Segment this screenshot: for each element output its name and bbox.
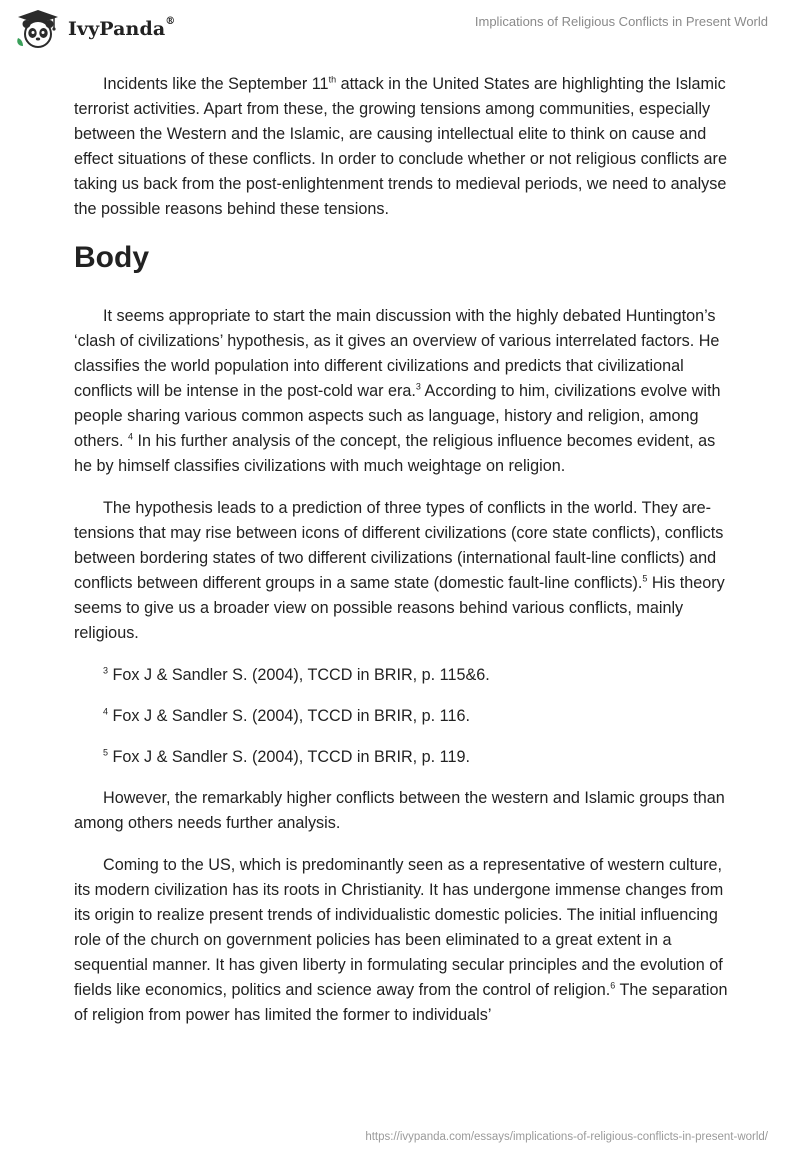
paragraph-huntington: It seems appropriate to start the main discussion with the highly debated Huntington’s ‘clash of civilizations’ hypothesis, as it gives an overview of various interrelated factors. He classifies the world population into different civilizations and predicts that civilizational conflicts will be intense in the post-cold war era.$^3$ According to him, civilizations evolve with people sharing various common aspects such as language, history and religion, among others. $^4$ In his further analysis of the concept, the religious influence becomes evident, as he by himself classifies civilizations with much weightage on religion. <box>74 307 721 475</box>
footnote-ref-4: 4 <box>128 431 134 442</box>
page-header <box>0 0 800 66</box>
paragraph-intro: Incidents like the September 11th attack in the United States are highlighting the Islamic terrorist activities. Apart from these, the growing tensions among communities, especially between the Western and the Islamic, are causing intellectual elite to think on cause and effect situations of these conflicts. In order to conclude whether or not religious conflicts are taking us back from the post-enlightenment trends to medieval periods, we need to analyse the possible reasons behind these tensions. <box>74 74 727 218</box>
superscript: th <box>328 74 337 85</box>
section-heading-body: Body <box>74 241 149 274</box>
footnote-ref-6: 6 <box>610 980 616 991</box>
footnote-ref-5: 5 <box>642 573 648 584</box>
footnote-4: $^4$ Fox J & Sandler S. (2004), TCCD in BRIR, p. 116. <box>103 706 470 725</box>
ivypanda-logo[interactable] <box>14 8 175 50</box>
document-title: Implications of Religious Conflicts in Present World <box>474 14 768 29</box>
paragraph-hypothesis: The hypothesis leads to a prediction of three types of conflicts in the world. They are- tensions that may rise between icons of different civilizations (core state conflicts), conflicts between bordering states of two different civilizations (international fault-line conflicts) and conflicts between different groups in a same state (domestic fault-line conflicts).$^5$ His theory seems to give us a broader view on possible reasons behind various conflicts, mainly religious. <box>74 499 725 642</box>
paragraph-however: However, the remarkably higher conflicts between the western and Islamic groups than among others needs further analysis. <box>74 789 725 832</box>
source-url[interactable]: https://ivypanda.com/essays/implications-of-religious-conflicts-in-present-world/ <box>365 1131 768 1143</box>
logo-wordmark: IvyPanda® <box>68 16 176 40</box>
panda-icon <box>14 8 62 50</box>
footnote-3: $^3$ Fox J & Sandler S. (2004), TCCD in BRIR, p. 115&6. <box>103 665 490 684</box>
footnote-5: $^5$ Fox J & Sandler S. (2004), TCCD in BRIR, p. 119. <box>103 747 470 766</box>
paragraph-us: Coming to the US, which is predominantly seen as a representative of western culture, its modern civilization has its roots in Christianity. It has undergone immense changes from its origin to realize present trends of individualistic domestic policies. The initial influencing role of the church on government policies has been eliminated to a great extent in a sequential manner. It has given liberty in formulating secular principles and the evolution of fields like economics, politics and science away from the control of religion.$^6$ The separation of religion from power has limited the former to individuals’ <box>74 856 728 1024</box>
essay-content <box>74 72 734 1045</box>
registered-mark: ® <box>165 16 176 27</box>
footnote-ref-3: 3 <box>415 381 421 392</box>
